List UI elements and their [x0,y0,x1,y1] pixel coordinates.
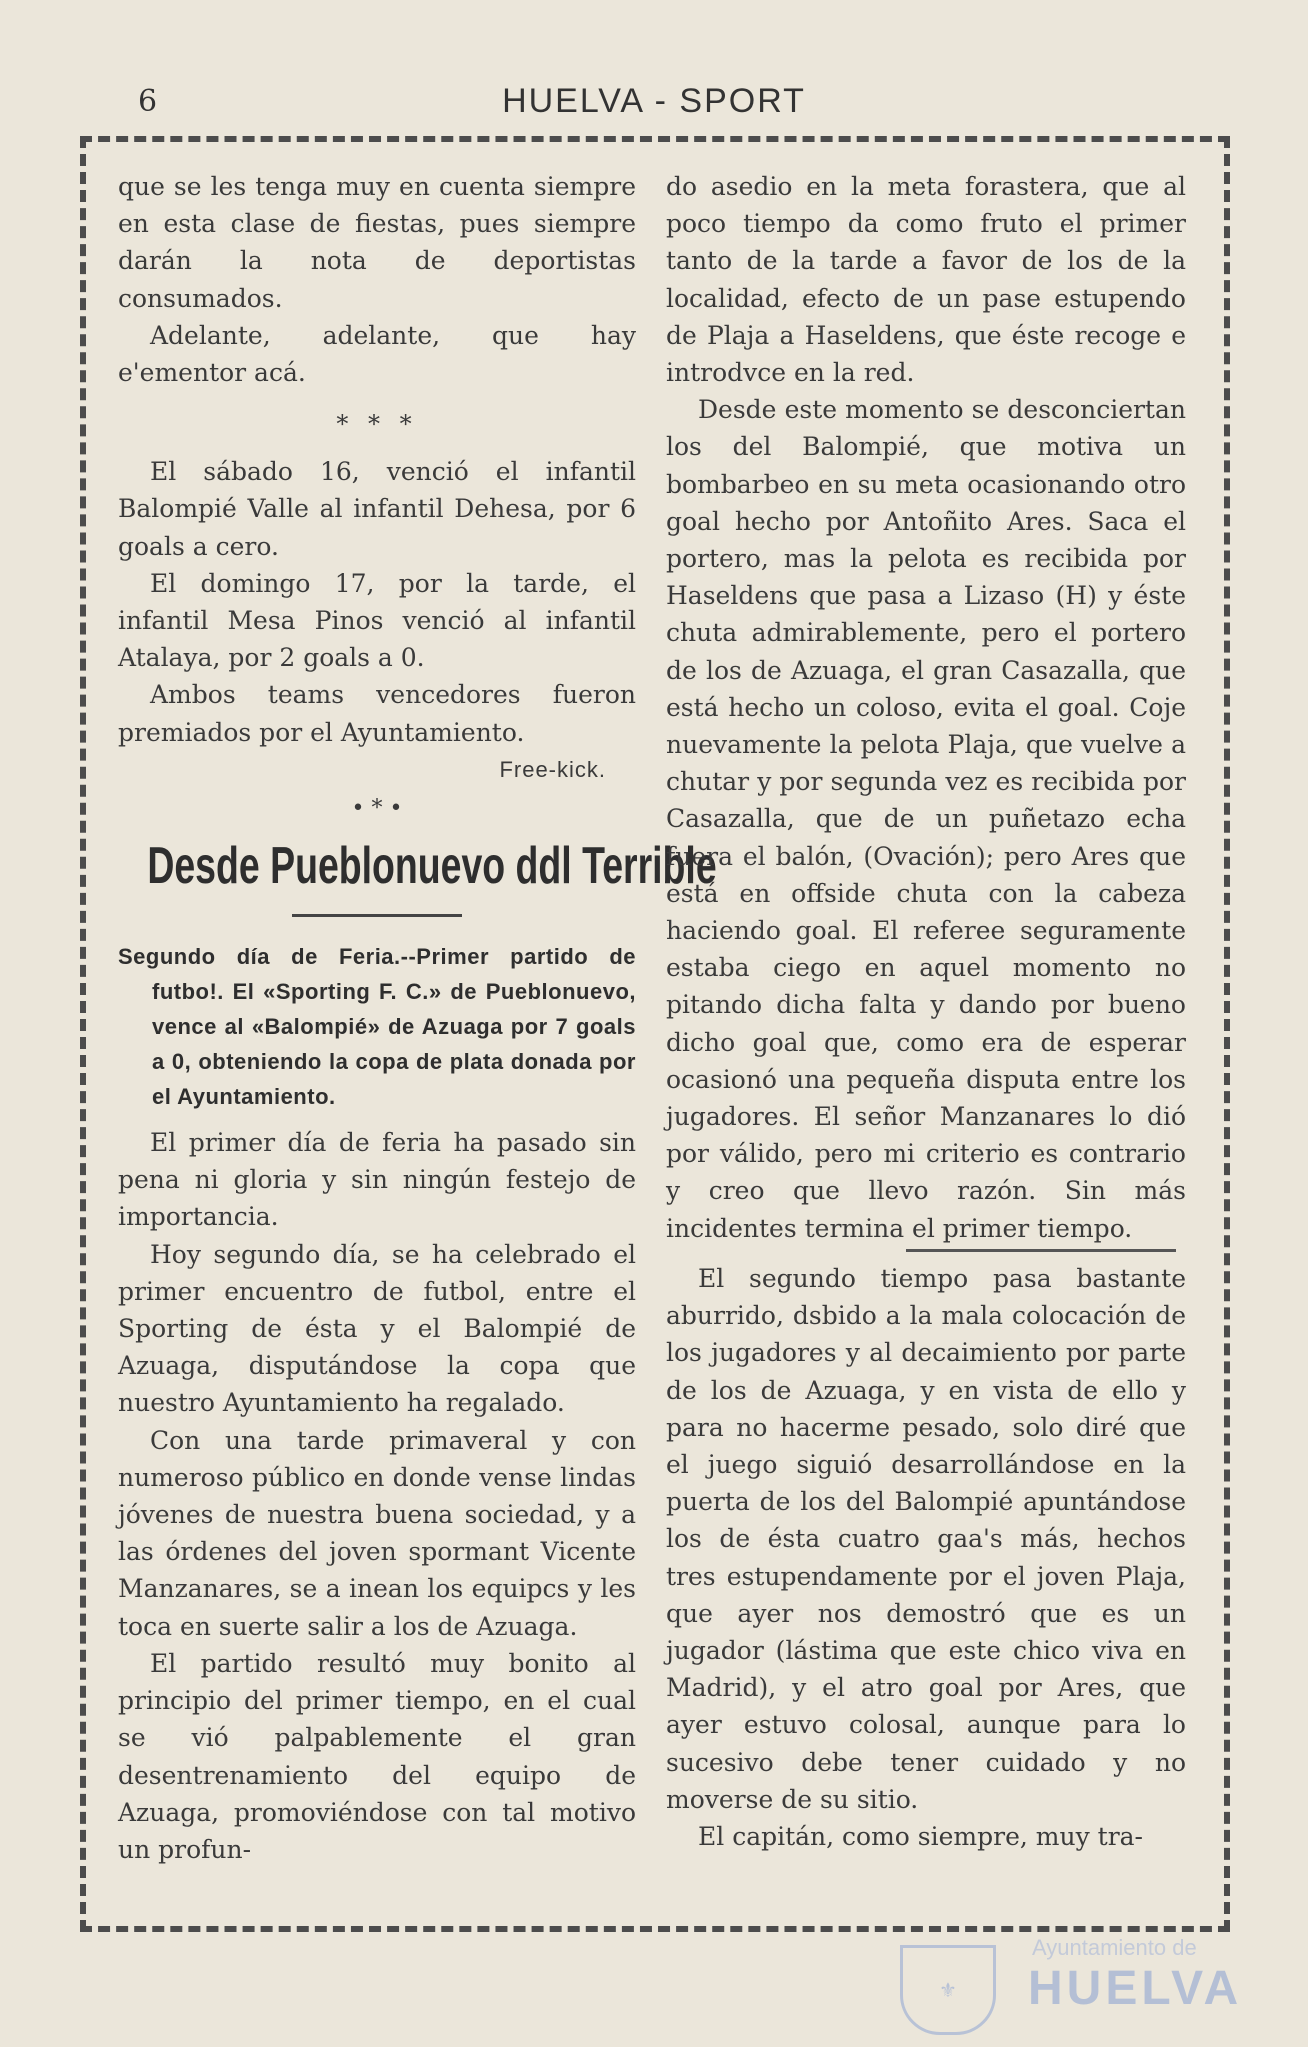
article-paragraph: El primer día de feria ha pasado sin pena ni gloria y sin ningún festejo de importancia. [118,1128,636,1232]
asterism-separator: * * * [336,410,418,439]
watermark-label-large: HUELVA [1028,1962,1243,2015]
article-paragraph: El partido resultó muy bonito al principio del primer tiempo, en el cual se vió palpablemente el gran desentrenamiento del equipo de Azuaga, promoviéndose con tal motivo un profun- [118,1648,636,1864]
article-paragraph: Desde este momento se desconciertan los del Balompié, que motiva un bombarbeo en su meta ocasionando otro goal hecho por Antoñito Ares. Saca el portero, mas la pelota es recibida por Haseldens que pasa a Lizaso (H) y éste chuta admirablemente, pero el portero de los de Azuaga, el gran Casazalla, que está hecho un coloso, evita el goal. Coje nuevamente la pelota Plaja, que vuelve a chutar y por segunda vez es recibida por Casazalla, que de un puñetazo echa fuera el balón, (Ovación); pero Ares que está en offside chuta con la cabeza haciendo goal. El referee seguramente estaba ciego en aquel momento no pitando dicha falta y dando por bueno dicho goal que, como era de esperar ocasionó una pequeña disputa entre los jugadores. El señor Manzanares lo dió por válido, pero mi criterio es contrario y creo que llevo razón. Sin más incidentes termina el primer tiempo. [666,395,1186,1243]
running-head [0,80,1308,130]
headline-rule [292,914,462,917]
article-headline: Desde Pueblonuevo ddl Terrible [147,837,717,896]
author-signature: Free-kick. [499,756,606,782]
continued-paragraph: do asedio en la meta forastera, que al poco tiempo da como fruto el primer tanto de la tarde a favor de los de la localidad, efecto de un pase estupendo de Plaja a Haseldens, que éste recoge e introdvce en la red. [666,172,1186,388]
article-paragraph: El capitán, como siempre, muy tra- [698,1821,1143,1851]
right-column [666,168,1186,1855]
article-subheading: Segundo día de Feria.--Primer partido de futbo!. El «Sporting F. C.» de Pueblonuevo, vence al «Balompié» de Azuaga por 7 goals a 0, obteniendo la copa de plata donada por el Ayuntamiento. [118,944,636,1110]
article-paragraph: Con una tarde primaveral y con numeroso público en donde vense lindas jóvenes de nuestra buena sociedad, y a las órdenes del joven spormant Vicente Manzanares, se a inean los equipcs y les toca en suerte salir a los de Azuaga. [118,1425,636,1641]
journal-title: HUELVA - SPORT [502,82,806,120]
coat-of-arms-icon: ⚜ [900,1945,996,2035]
left-column [118,168,717,1868]
article-paragraph: El segundo tiempo pasa bastante aburrido, dsbido a la mala colocación de los jugadores y al decaimiento por parte de los de Azuaga, y en vista de ello y para no hacerme pesado, solo diré que el juego siguió desarrollándose en la puerta de los del Balompié apuntándose los de ésta cuatro gaa's más, hechos tres estupendamente por el joven Plaja, que ayer nos demostró que es un jugador (lástima que este chico viva en Madrid), y el atro goal por Ares, que ayer estuvo colosal, aunque para lo sucesivo debe tener cuidado y no moverse de su sitio. [666,1263,1186,1814]
article-paragraph: Hoy segundo día, se ha celebrado el primer encuentro de futbol, entre el Sporting de ésta y el Balompié de Azuaga, disputándose la copa que nuestro Ayuntamiento ha regalado. [118,1239,636,1418]
results-paragraph: Ambos teams vencedores fueron premiados por el Ayuntamiento. [118,680,636,747]
archive-watermark [900,1925,1243,2035]
watermark-label-small: Ayuntamiento de [1032,1935,1197,1960]
intro-paragraph: que se les tenga muy en cuenta siempre en esta clase de fiestas, pues siempre darán la nota de deportistas consumados. [118,172,636,313]
dots-separator: • * • [351,796,403,822]
column-rule [906,1249,1176,1252]
results-paragraph: El sábado 16, venció el infantil Balompié Valle al infantil Dehesa, por 6 goals a cero. [118,457,636,561]
intro-paragraph: Adelante, adelante, que hay e'ementor acá. [118,320,636,388]
page-number: 6 [138,84,158,119]
results-paragraph: El domingo 17, por la tarde, el infantil Mesa Pinos venció al infantil Atalaya, por 2 goals a 0. [118,568,636,673]
